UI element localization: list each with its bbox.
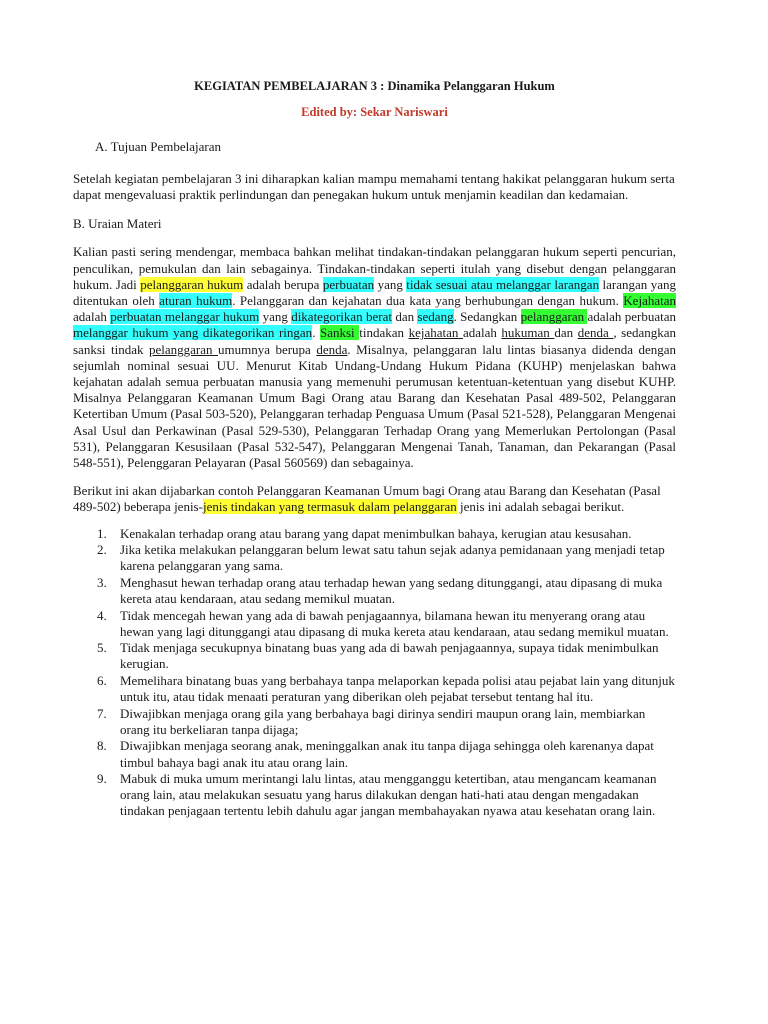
highlighted-text: perbuatan melanggar hukum <box>110 309 260 325</box>
list-item-text: Tidak menjaga secukupnya binatang buas yang ada di bawah penjagaannya, supaya tidak menimbulkan kerugian. <box>120 640 659 672</box>
text-run: adalah <box>462 325 502 341</box>
text-run: umumnya berupa <box>217 341 317 357</box>
highlighted-text: sedang <box>417 309 454 325</box>
list-item-text: Tidak mencegah hewan yang ada di bawah penjagaannya, bilamana hewan itu menyerang orang atau hewan yang lagi ditunggangi atau dipasang di muka kereta atau kendaraan, atau sedang memikul muatan. <box>120 607 669 639</box>
list-item-text: Memelihara binatang buas yang berbahaya tanpa melaporkan kepada polisi atau pejabat lain yang ditunjuk untuk itu, atau tidak menaati peraturan yang diberikan oleh pejabat tersebut tentang hal itu. <box>120 672 675 705</box>
text-run: . Misalnya, pelanggaran lalu lintas biasanya didenda dengan sejumlah nominal sesuai UU. Menurut Kitab Undang-Undang Hukum Pidana (KUHP) menjelaskan bahwa kejahatan adalah semua perbuatan manusia yang memenuhi perumusan ketentuan-ketentuan yang disebut KUHP. Misalnya Pelanggaran Keamanan Umum Bagi Orang atau Barang dan Kesehatan Pasal 489-502, Pelanggaran Ketertiban Umum (Pasal 503-520), Pelanggaran terhadap Penguasa Umum (Pasal 521-528), Pelanggaran Mengenai Asal Usul dan Perkawinan (Pasal 529-530), Pelanggaran Terhadap Orang yang Memerlukan Pertolongan (Pasal 531), Pelanggaran Kesusilaan (Pasal 532-547), Pelanggaran Mengenai Tanah, Tanaman, dan Pekarangan (Pasal 548-551), Pelenggaran Pelayaran (Pasal 560569) dan sebagainya. <box>73 341 676 471</box>
text-run: larangan yang ditentukan oleh <box>73 276 676 309</box>
list-item <box>73 526 676 542</box>
list-item-number: 1. <box>97 525 107 541</box>
highlighted-text: dikategorikan berat <box>291 309 392 325</box>
list-item-text: Mabuk di muka umum merintangi lalu lintas, atau mengganggu ketertiban, atau mengancam keamanan orang lain, atau melakukan sesuatu yang harus dilakukan dengan hati-hati atau dengan mengadakan tindakan penjagaan tertentu lebih dahulu agar jangan membahayakan nyawa atau kesehatan orang lain. <box>120 771 657 819</box>
pelanggaran-list <box>73 526 676 820</box>
highlighted-text: jenis tindakan yang termasuk dalam pelanggaran <box>202 499 457 515</box>
list-item <box>73 706 676 738</box>
text-run: dan <box>554 325 578 341</box>
list-item-text: Menghasut hewan terhadap orang atau terhadap hewan yang sedang ditunggangi, atau dipasang di muka kereta atau kendaraan, atau sedang memikul muatan. <box>120 574 663 607</box>
list-item <box>73 542 676 574</box>
list-item-number: 2. <box>97 542 107 558</box>
text-run: , sedangkan sanksi tindak <box>73 325 677 357</box>
highlighted-text: melanggar hukum yang dikategorikan ringan <box>73 325 313 341</box>
list-item-number: 4. <box>97 607 107 623</box>
highlighted-text: aturan hukum <box>159 293 233 309</box>
section-heading-materi: B. Uraian Materi <box>73 216 162 232</box>
highlighted-text: pelanggaran hukum <box>140 276 244 292</box>
highlighted-text: pelanggaran <box>520 309 588 325</box>
list-item-text: Diwajibkan menjaga orang gila yang berbahaya bagi dirinya sendiri maupun orang lain, membiarkan orang itu berkeliaran tanpa dijaga; <box>120 705 646 737</box>
text-run: adalah perbuatan <box>587 309 676 325</box>
text-run: tindakan <box>359 325 409 341</box>
text-run: Berikut ini akan dijabarkan contoh Pelanggaran Keamanan Umum bagi Orang atau Barang dan Kesehatan (Pasal 489-502) beberapa jenis- <box>73 483 661 515</box>
list-item-number: 6. <box>97 672 107 688</box>
list-item-number: 8. <box>97 738 107 754</box>
document-title: KEGIATAN PEMBELAJARAN 3 : Dinamika Pelanggaran Hukum <box>194 79 555 93</box>
text-run: . Pelanggaran dan kejahatan dua kata yang berhubungan dengan hukum. <box>232 293 624 309</box>
materi-paragraph <box>73 244 676 471</box>
underlined-text: denda <box>316 341 348 357</box>
list-item-text: Jika ketika melakukan pelanggaran belum lewat satu tahun sejak adanya pemidanaan yang menjadi tetap karena pelanggaran yang sama. <box>120 542 665 574</box>
text-run: dan <box>392 309 418 325</box>
list-item <box>73 673 676 705</box>
document-author: Edited by: Sekar Nariswari <box>301 105 448 119</box>
highlighted-text: perbuatan <box>322 276 375 292</box>
text-run: . Sedangkan <box>453 309 521 325</box>
text-run: Kalian pasti sering mendengar, membaca bahkan melihat tindakan-tindakan pelanggaran hukum seperti pencurian, penculikan, pemukulan dan lain sebagainya. Tindakan-tindakan seperti itulah yang disebut dengan pelanggaran hukum. Jadi <box>73 244 676 292</box>
underlined-text: hukuman <box>501 325 555 341</box>
text-run: adalah <box>73 309 111 325</box>
list-item-text: Kenakalan terhadap orang atau barang yang dapat menimbulkan bahaya, kerugian atau kesusahan. <box>120 525 632 541</box>
list-item-text: Diwajibkan menjaga seorang anak, meninggalkan anak itu tanpa dijaga sehingga oleh karenanya dapat timbul bahaya bagi anak itu atau orang lain. <box>120 738 654 770</box>
underlined-text: pelanggaran <box>148 341 218 357</box>
intro-paragraph: Setelah kegiatan pembelajaran 3 ini diharapkan kalian mampu memahami tentang hakikat pelanggaran hukum serta dapat mengevaluasi praktik perlindungan dan penegakan hukum untuk menjamin keadilan dan kedamaian. <box>73 171 675 203</box>
list-item-number: 7. <box>97 705 107 721</box>
underlined-text: denda <box>577 325 614 341</box>
list-item-number: 5. <box>97 640 107 656</box>
text-run: jenis ini adalah sebagai berikut. <box>456 499 625 515</box>
text-run: adalah berupa <box>243 276 323 292</box>
list-item <box>73 640 676 672</box>
list-item <box>73 608 676 640</box>
highlighted-text: tidak sesuai atau melanggar larangan <box>406 276 600 292</box>
list-item <box>73 575 676 607</box>
underlined-text: kejahatan <box>408 325 463 341</box>
highlighted-text: Sanksi <box>320 325 360 341</box>
list-lead-paragraph <box>73 483 676 515</box>
list-item-number: 9. <box>97 771 107 787</box>
document-page <box>73 76 676 820</box>
text-run: yang <box>374 276 407 292</box>
list-item-number: 3. <box>97 574 107 590</box>
text-run: . <box>312 325 320 341</box>
list-item <box>73 738 676 770</box>
section-heading-tujuan: A. Tujuan Pembelajaran <box>95 139 222 154</box>
highlighted-text: Kejahatan <box>623 293 676 309</box>
text-run: yang <box>259 309 292 325</box>
list-item <box>73 771 676 820</box>
